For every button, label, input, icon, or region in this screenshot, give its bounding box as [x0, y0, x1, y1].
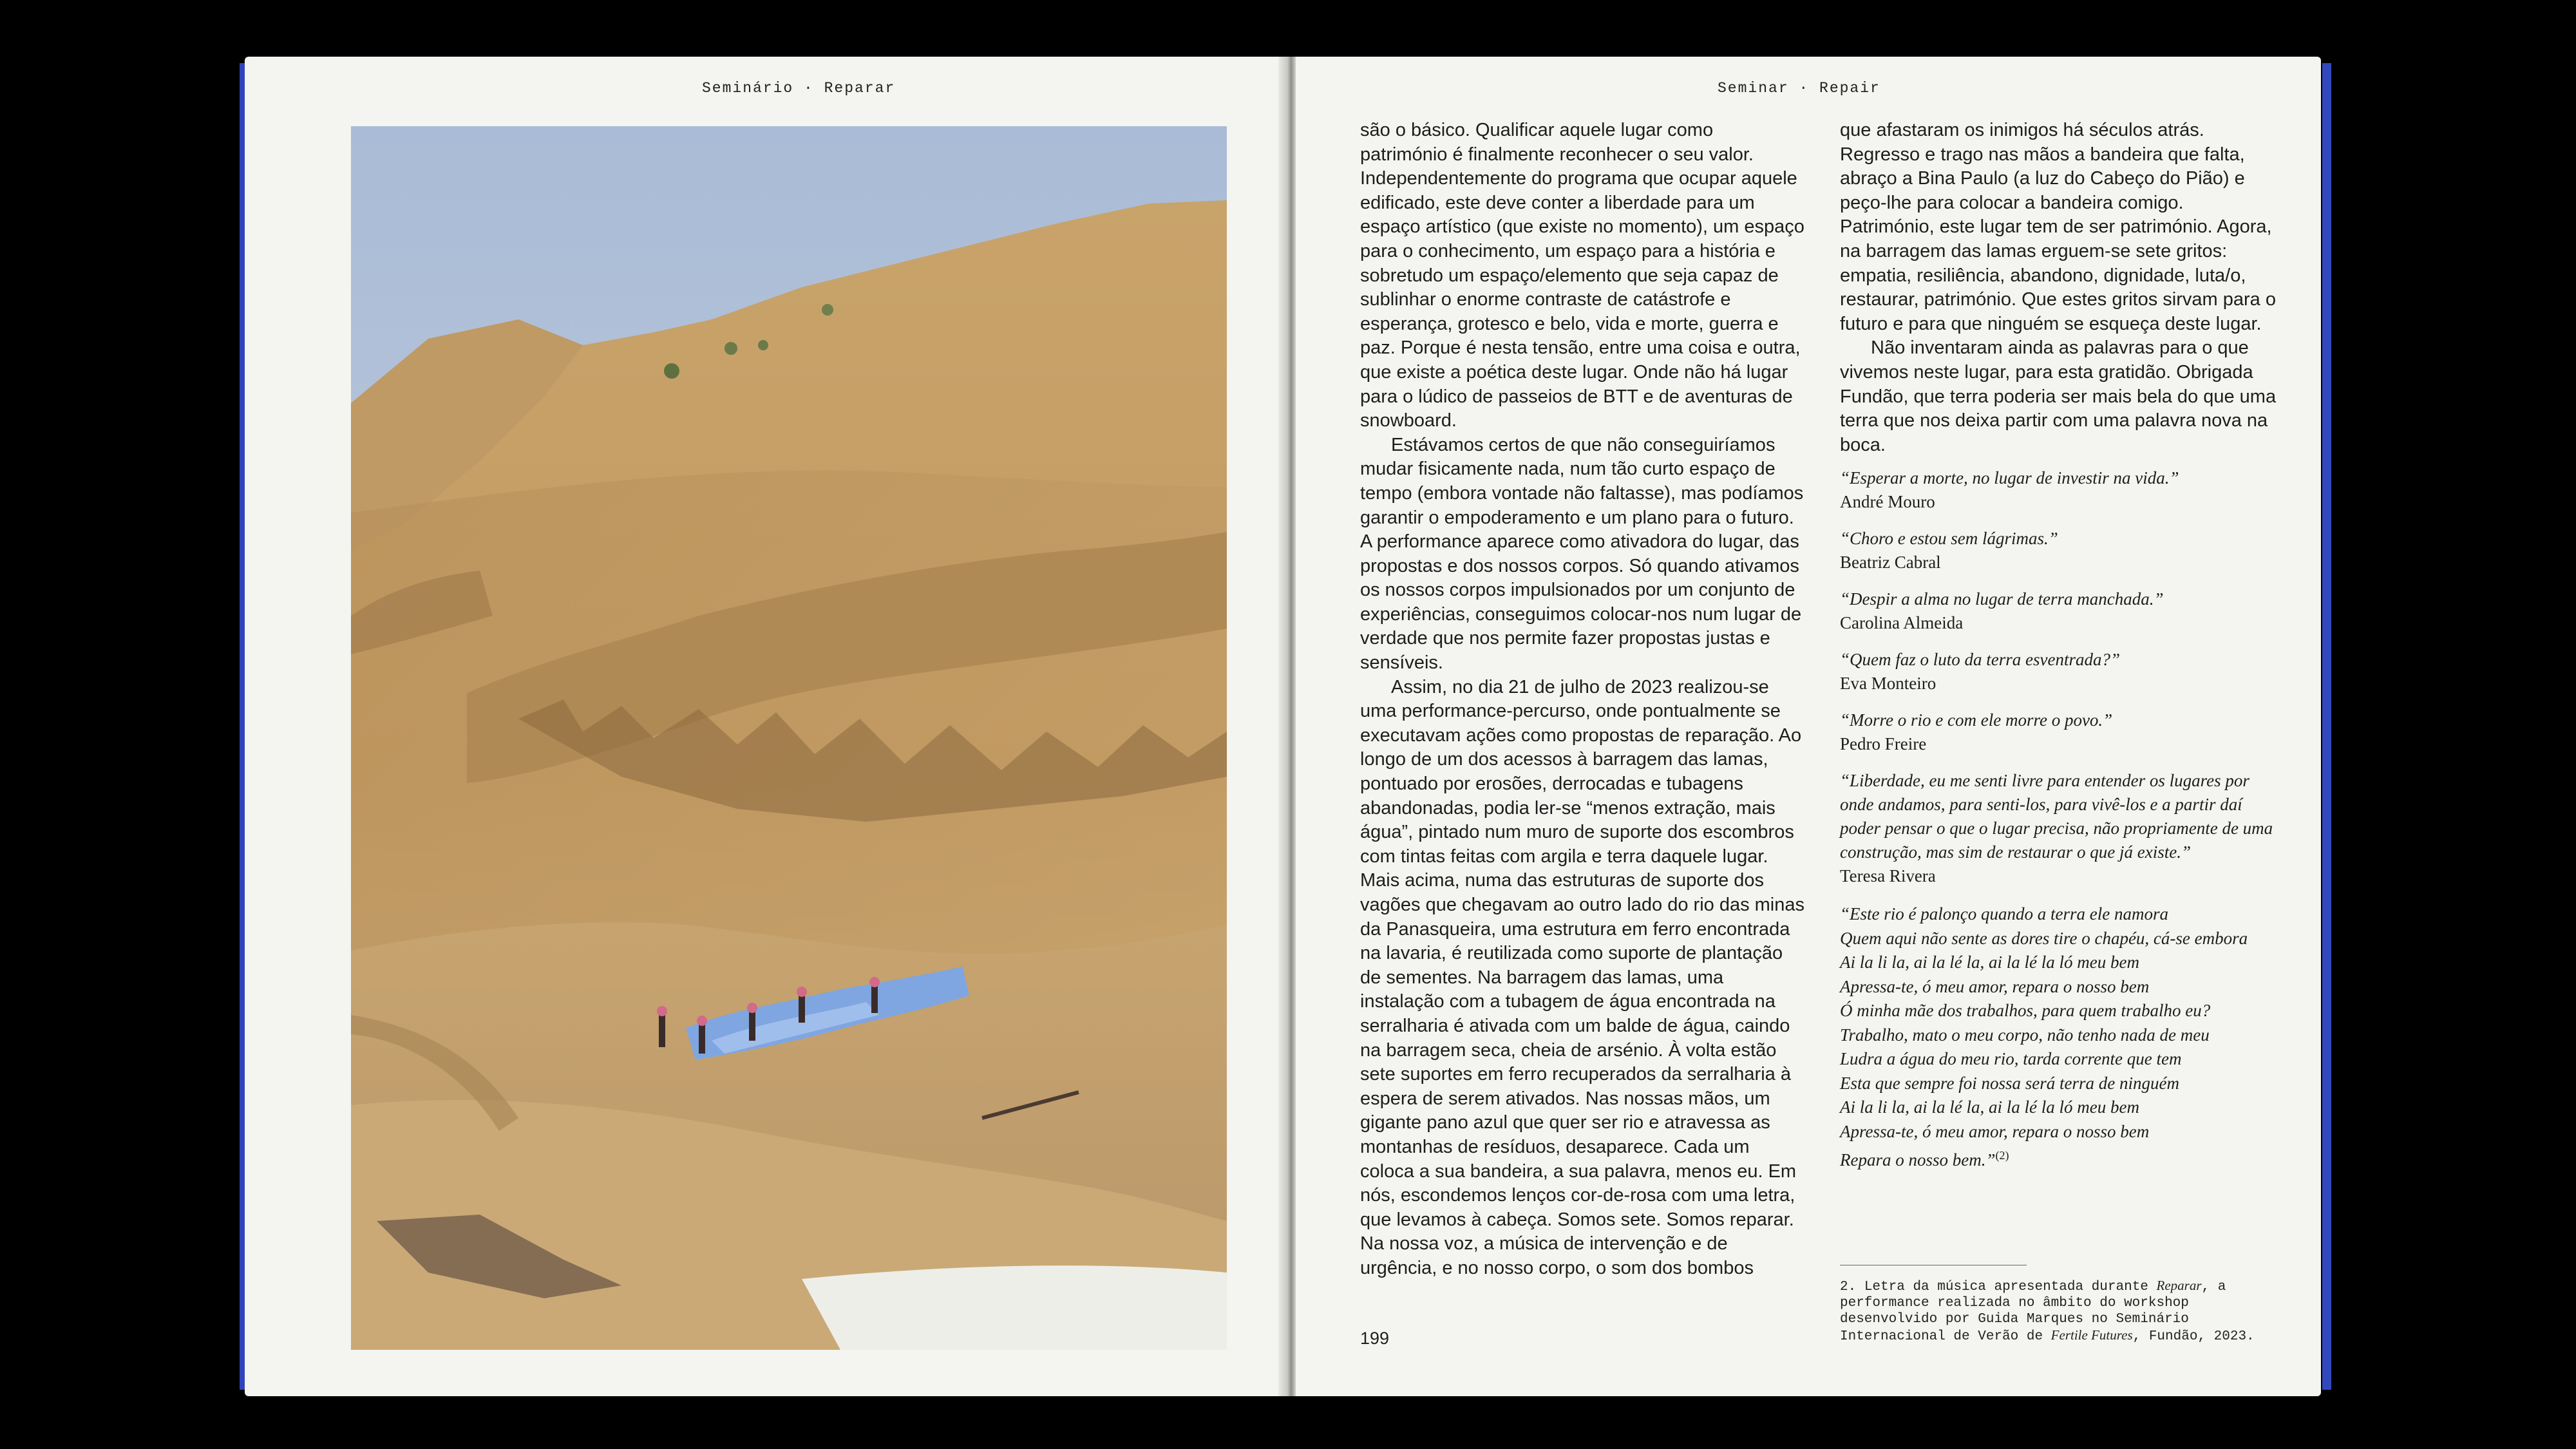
quote-item [1840, 527, 2278, 574]
quote-author: Eva Monteiro [1840, 674, 1937, 694]
paragraph-4: que afastaram os inimigos há séculos atrás. Regresso e trago nas mãos a bandeira que falta, abraço a Bina Paulo (a luz do Cabeço do Pião) e peço-lhe para colocar a bandeira comigo. Património, este lugar tem de ser património. Agora, na barragem das lamas erguem-se sete gritos: empatia, resiliência, abandono, dignidade, luta/o, restaurar, património. Que estes gritos sirvam para o futuro e para que ninguém se esqueça deste lugar. [1840, 120, 2276, 334]
book-edge-right [2322, 63, 2331, 1390]
lyric-line: Quem aqui não sente as dores tire o chapéu, cá-se embora [1840, 928, 2248, 948]
text-column-1 [1360, 118, 1804, 1281]
running-head-left: Seminário · Reparar [702, 80, 896, 97]
quote-text: “Esperar a morte, no lugar de investir na vida.” [1840, 468, 2179, 488]
text-column-2 [1840, 118, 2278, 1173]
lyric-line: Ludra a água do meu rio, tarda corrente que tem [1840, 1049, 2182, 1069]
quote-item [1840, 648, 2278, 696]
lyric-line-text: Repara o nosso bem.” [1840, 1150, 1996, 1170]
quote-author: Pedro Freire [1840, 734, 1927, 754]
quote-author: Teresa Rivera [1840, 866, 1936, 886]
photo-landscape [351, 126, 1227, 1350]
lyric-line: “Este rio é palonço quando a terra ele namora [1840, 904, 2168, 924]
open-book [245, 57, 2338, 1396]
page-number: 199 [1360, 1329, 1390, 1348]
quote-item [1840, 769, 2278, 888]
lyric-line: Apressa-te, ó meu amor, repara o nosso bem [1840, 976, 2150, 996]
lyric-line: Trabalho, mato o meu corpo, não tenho nada de meu [1840, 1025, 2210, 1045]
quote-text: “Quem faz o luto da terra esventrada?” [1840, 650, 2120, 670]
right-page [1296, 57, 2321, 1396]
quote-item [1840, 708, 2278, 756]
quote-author: Carolina Almeida [1840, 613, 1964, 633]
running-head-right: Seminar · Repair [1718, 80, 1880, 97]
paragraph-2: Estávamos certos de que não conseguiríamos mudar fisicamente nada, num tão curto espaço de tempo (embora vontade não faltasse), mas podíamos garantir o empoderamento e um plano para o futuro. A performance aparece como ativadora do lugar, das propostas e dos nossos corpos. Só quando ativamos os nossos corpos impulsionados por um conjunto de experiências, conseguimos colocar-nos num lugar de verdade que nos permite fazer propostas justas e sensíveis. [1360, 434, 1804, 674]
song-lyrics [1840, 902, 2278, 1173]
quote-author: André Mouro [1840, 492, 1935, 512]
lyric-line: Ai la li la, ai la lé la, ai la lé la ló meu bem [1840, 1097, 2139, 1117]
left-page [245, 57, 1287, 1396]
footnote-text-3: , Fundão, 2023. [2132, 1329, 2255, 1344]
footnote-ref: (2) [1995, 1149, 2009, 1162]
footnote [1840, 1278, 2291, 1345]
lyric-line: Ó minha mãe dos trabalhos, para quem trabalho eu? [1840, 1001, 2211, 1021]
quote-author: Beatriz Cabral [1840, 553, 1941, 573]
quote-text: “Morre o rio e com ele morre o povo.” [1840, 710, 2113, 730]
footnote-title-1: Reparar [2156, 1278, 2202, 1293]
quotes-list [1840, 466, 2278, 888]
paragraph-1: são o básico. Qualificar aquele lugar como património é finalmente reconhecer o seu valor. Independentemente do programa que ocupar aquele edificado, este deve conter a liberdade para um espaço artístico (que existe no momento), um espaço para o conhecimento, um espaço para a história e sobretudo um espaço/elemento que seja capaz de sublinhar o enorme contraste de catástrofe e esperança, grotesco e belo, vida e morte, guerra e paz. Porque é nesta tensão, entre uma coisa e outra, que existe a poética deste lugar. Onde não há lugar para o lúdico de passeios de BTT e de aventuras de snowboard. [1360, 120, 1804, 431]
lyric-line: Esta que sempre foi nossa será terra de ninguém [1840, 1073, 2179, 1093]
footnote-text-2: , a performance realizada no âmbito do workshop desenvolvido por Guida Marques no Seminário Internacional de Verão de [1840, 1280, 2226, 1344]
lyric-line: Apressa-te, ó meu amor, repara o nosso bem [1840, 1121, 2150, 1141]
quote-text: “Liberdade, eu me senti livre para entender os lugares por onde andamos, para senti-los, para vivê-los e a partir daí poder pensar o que o lugar precisa, não propriamente de uma construção, mas sim de restaurar o que já existe.” [1840, 771, 2273, 862]
footnote-title-2: Fertile Futures [2050, 1327, 2133, 1343]
quote-text: “Despir a alma no lugar de terra manchada.” [1840, 589, 2164, 609]
quote-text: “Choro e estou sem lágrimas.” [1840, 529, 2058, 549]
paragraph-3: Assim, no dia 21 de julho de 2023 realizou-se uma performance-percurso, onde pontualmente se executavam ações como propostas de reparação. Ao longo de um dos acessos à barragem das lamas, pontuado por erosões, derrocadas e tubagens abandonadas, podia ler-se “menos extração, mais água”, pintado num muro de suporte dos escombros com tintas feitas com argila e terra daquele lugar. Mais acima, numa das estruturas de suporte dos vagões que chegavam ao outro lado do rio das minas da Panasqueira, uma estrutura em ferro encontrada na lavaria, é reutilizada como suporte de plantação de sementes. Na barragem das lamas, uma instalação com a tubagem de água encontrada na serralharia é ativada com um balde de água, caindo na barragem seca, cheia de arsénio. À volta estão sete suportes em ferro recuperados da serralharia à espera de serem ativados. Nas nossas mãos, um gigante pano azul que quer ser rio e atravessa as montanhas de resíduos, desaparece. Cada um coloca a sua bandeira, a sua palavra, menos eu. Em nós, escondemos lenços cor-de-rosa com uma letra, que levamos à cabeça. Somos sete. Somos reparar. Na nossa voz, a música de intervenção e de urgência, e no nosso corpo, o som dos bombos [1360, 676, 1804, 1278]
footnote-text-1: Letra da música apresentada durante [1864, 1280, 2148, 1294]
lyric-line: Ai la li la, ai la lé la, ai la lé la ló meu bem [1840, 952, 2139, 972]
paragraph-5: Não inventaram ainda as palavras para o que vivemos neste lugar, para esta gratidão. Obrigada Fundão, que terra poderia ser mais bela do que uma terra que nos deixa partir com uma palavra nova na boca. [1840, 337, 2277, 455]
quote-item [1840, 466, 2278, 514]
lyric-line-last [1840, 1144, 2278, 1173]
footnote-number: 2. [1840, 1280, 1857, 1294]
quote-item [1840, 587, 2278, 635]
